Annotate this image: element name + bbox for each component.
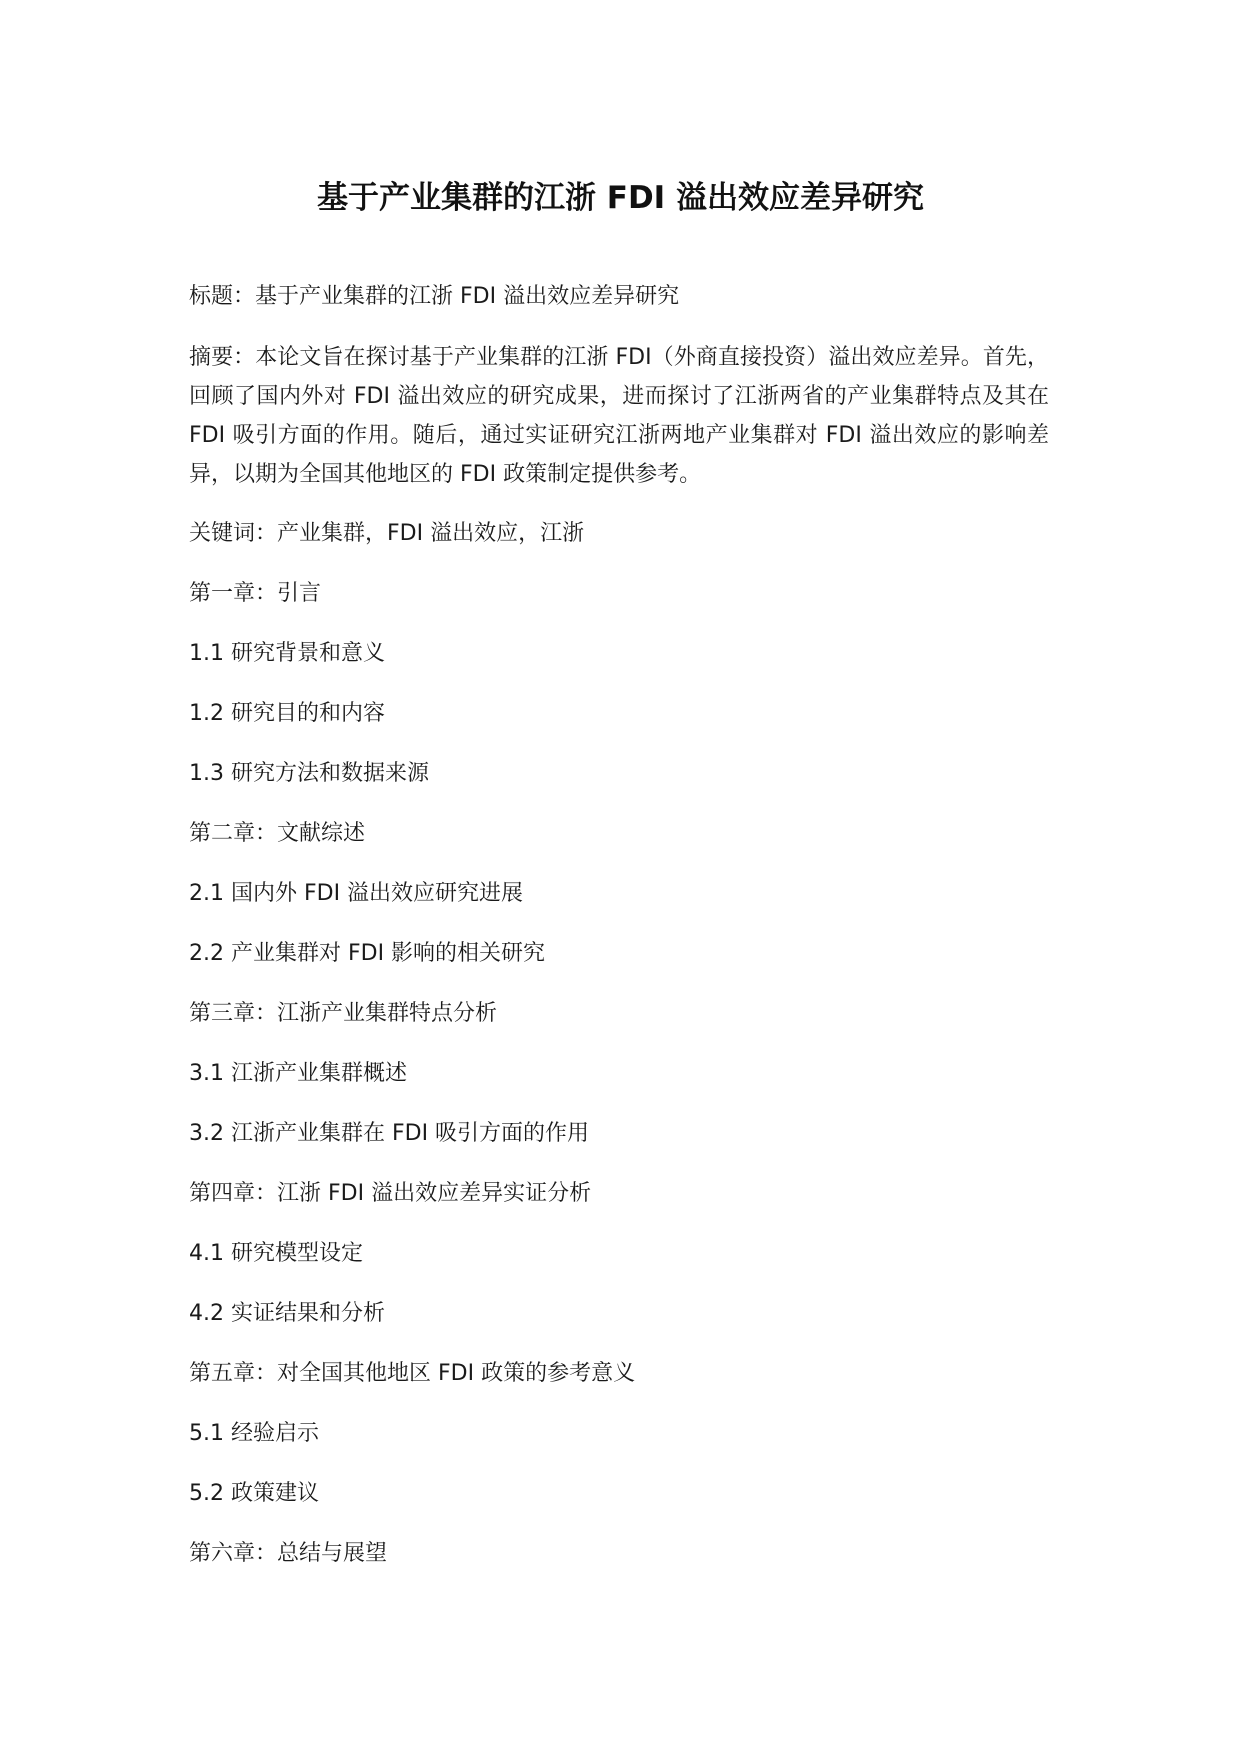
document-title: 基于产业集群的江浙 FDI 溢出效应差异研究 — [316, 180, 925, 216]
outline-section-3-2: 3.2 江浙产业集群在 FDI 吸引方面的作用 — [189, 1121, 590, 1146]
outline-section-4-2: 4.2 实证结果和分析 — [189, 1301, 385, 1326]
outline-section-5-1: 5.1 经验启示 — [189, 1421, 319, 1446]
outline-chapter-4: 第四章：江浙 FDI 溢出效应差异实证分析 — [189, 1181, 592, 1206]
outline-chapter-2: 第二章：文献综述 — [189, 821, 366, 846]
outline-section-2-2: 2.2 产业集群对 FDI 影响的相关研究 — [189, 941, 546, 966]
outline-section-1-1: 1.1 研究背景和意义 — [189, 641, 385, 666]
outline-list — [189, 579, 1049, 1569]
outline-section-4-1: 4.1 研究模型设定 — [189, 1241, 363, 1266]
outline-chapter-5: 第五章：对全国其他地区 FDI 政策的参考意义 — [189, 1361, 636, 1386]
title-line: 标题：基于产业集群的江浙 FDI 溢出效应差异研究 — [189, 284, 680, 309]
abstract-paragraph: 摘要：本论文旨在探讨基于产业集群的江浙 FDI（外商直接投资）溢出效应差异。首先，回顾了国内外对 FDI 溢出效应的研究成果，进而探讨了江浙两省的产业集群特点及其在 FDI 吸引方面的作用。随后，通过实证研究江浙两地产业集群对 FDI 溢出效应的影响差异，以期为全国其他地区的 FDI 政策制定提供参考。 — [189, 345, 1049, 487]
outline-chapter-3: 第三章：江浙产业集群特点分析 — [189, 1001, 498, 1026]
outline-section-3-1: 3.1 江浙产业集群概述 — [189, 1061, 407, 1086]
outline-chapter-6: 第六章：总结与展望 — [189, 1541, 388, 1566]
keywords-line: 关键词：产业集群，FDI 溢出效应，江浙 — [189, 521, 585, 546]
outline-section-2-1: 2.1 国内外 FDI 溢出效应研究进展 — [189, 881, 524, 906]
outline-section-1-2: 1.2 研究目的和内容 — [189, 701, 385, 726]
outline-section-1-3: 1.3 研究方法和数据来源 — [189, 761, 429, 786]
document-body — [189, 282, 1049, 1599]
outline-chapter-1: 第一章：引言 — [189, 581, 322, 606]
outline-section-5-2: 5.2 政策建议 — [189, 1481, 319, 1506]
